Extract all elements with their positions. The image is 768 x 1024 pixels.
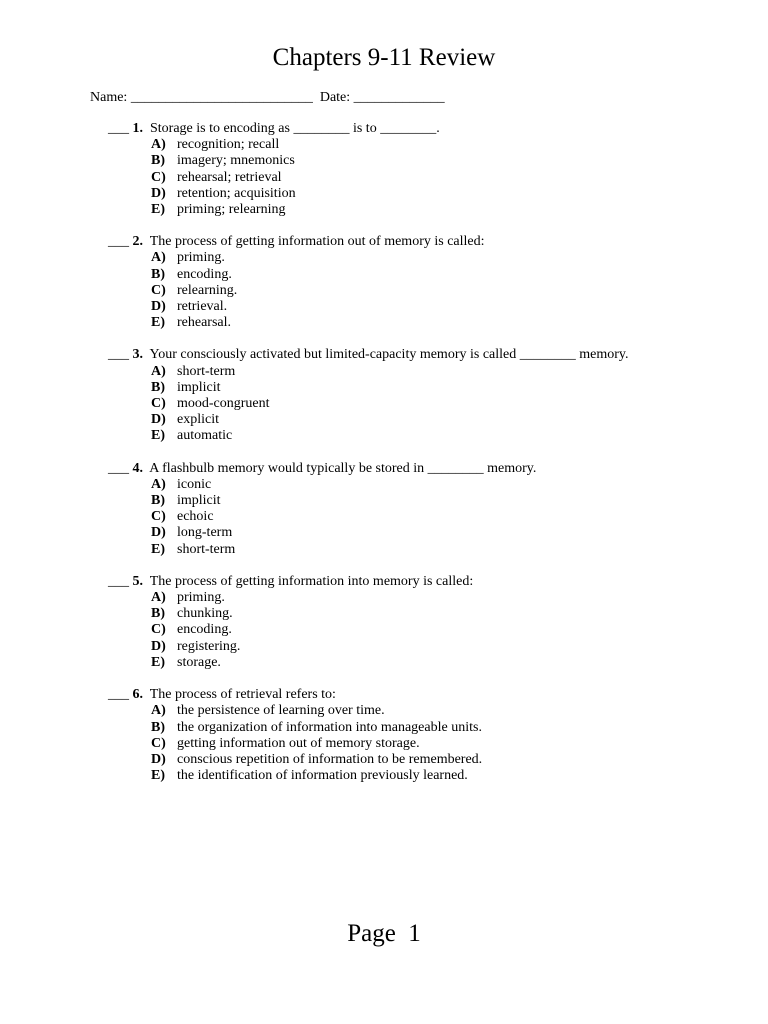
option-text: priming. — [177, 250, 225, 266]
option-b — [151, 720, 748, 736]
option-d — [151, 639, 748, 655]
answer-blank: ___ — [108, 460, 129, 476]
date-label: Date: — [319, 90, 351, 105]
option-b — [151, 493, 748, 509]
option-text: rehearsal. — [177, 315, 232, 331]
option-text: the identification of information previously learned. — [177, 768, 468, 784]
answer-blank: ___ — [108, 347, 129, 363]
option-text: conscious repetition of information to be remembered. — [177, 751, 483, 767]
option-letter: A) — [151, 476, 166, 492]
option-list — [151, 477, 748, 558]
option-text: explicit — [177, 412, 219, 428]
option-b — [151, 606, 748, 622]
option-letter: A) — [151, 703, 166, 719]
option-list — [151, 364, 748, 445]
question-number: 4. — [132, 460, 143, 476]
option-letter: D) — [151, 638, 166, 654]
option-e — [151, 768, 748, 784]
option-d — [151, 525, 748, 541]
question-text: Storage is to encoding as ________ is to ________. — [150, 121, 440, 136]
option-b — [151, 153, 748, 169]
answer-blank: ___ — [108, 121, 129, 136]
option-text: long-term — [177, 525, 233, 541]
page-title: Chapters 9-11 Review — [272, 44, 496, 71]
question-number: 3. — [132, 347, 143, 363]
option-text: encoding. — [177, 622, 232, 638]
option-text: priming. — [177, 590, 225, 606]
question-number: 2. — [132, 234, 143, 250]
option-a — [151, 703, 748, 719]
option-list — [151, 250, 748, 331]
option-letter: A) — [151, 250, 166, 266]
question-stem — [108, 461, 748, 477]
option-text: short-term — [177, 541, 236, 557]
option-list — [151, 703, 748, 784]
question-text: Your consciously activated but limited-capacity memory is called ________ memory. — [149, 347, 629, 363]
option-letter: E) — [151, 428, 165, 444]
option-letter: E) — [151, 315, 165, 331]
question-1 — [108, 121, 748, 218]
question-text: The process of getting information into memory is called: — [149, 573, 474, 589]
option-letter: D) — [151, 185, 166, 201]
option-list — [151, 137, 748, 218]
option-letter: C) — [151, 396, 166, 412]
question-text: The process of getting information out of memory is called: — [149, 234, 485, 250]
question-stem — [108, 347, 748, 363]
option-letter: A) — [151, 137, 166, 153]
option-e — [151, 655, 748, 671]
option-text: chunking. — [177, 606, 233, 622]
option-a — [151, 477, 748, 493]
option-text: retention; acquisition — [177, 185, 296, 201]
option-letter: D) — [151, 525, 166, 541]
option-letter: E) — [151, 541, 165, 557]
option-text: getting information out of memory storage. — [177, 735, 420, 751]
option-text: implicit — [177, 379, 221, 395]
option-letter: C) — [151, 622, 166, 638]
page-number: 1 — [408, 920, 421, 947]
option-e — [151, 202, 748, 218]
question-stem — [108, 687, 748, 703]
name-blank: __________________________ — [130, 90, 313, 105]
option-c — [151, 283, 748, 299]
answer-blank: ___ — [108, 573, 129, 589]
option-b — [151, 380, 748, 396]
option-letter: C) — [151, 169, 166, 185]
option-d — [151, 299, 748, 315]
option-text: registering. — [177, 638, 241, 654]
option-d — [151, 412, 748, 428]
option-d — [151, 186, 748, 202]
option-text: priming; relearning — [177, 202, 286, 218]
option-letter: C) — [151, 509, 166, 525]
question-2 — [108, 234, 748, 331]
option-text: mood-congruent — [177, 396, 270, 412]
option-letter: D) — [151, 751, 166, 767]
option-text: rehearsal; retrieval — [177, 169, 282, 185]
question-text: A flashbulb memory would typically be stored in ________ memory. — [149, 460, 537, 476]
name-label: Name: — [90, 90, 128, 105]
question-number: 1. — [132, 121, 143, 136]
option-letter: E) — [151, 654, 165, 670]
option-text: recognition; recall — [177, 137, 280, 153]
page-label: Page — [347, 920, 396, 947]
option-letter: B) — [151, 719, 165, 735]
option-text: echoic — [177, 509, 214, 525]
question-5 — [108, 574, 748, 671]
option-text: iconic — [177, 476, 212, 492]
answer-blank: ___ — [108, 234, 129, 250]
question-4 — [108, 461, 748, 558]
option-letter: B) — [151, 606, 165, 622]
answer-blank: ___ — [108, 687, 129, 703]
question-list — [108, 121, 748, 800]
question-text: The process of retrieval refers to: — [149, 687, 336, 703]
option-text: relearning. — [177, 282, 238, 298]
option-letter: E) — [151, 202, 165, 218]
question-stem — [108, 574, 748, 590]
option-text: the organization of information into manageable units. — [177, 719, 482, 735]
option-text: short-term — [177, 363, 236, 379]
option-list — [151, 590, 748, 671]
option-c — [151, 736, 748, 752]
date-blank: _____________ — [353, 90, 445, 105]
option-letter: B) — [151, 379, 165, 395]
option-c — [151, 622, 748, 638]
option-c — [151, 509, 748, 525]
option-e — [151, 315, 748, 331]
option-letter: B) — [151, 153, 165, 169]
option-text: imagery; mnemonics — [177, 153, 295, 169]
option-c — [151, 396, 748, 412]
question-stem — [108, 234, 748, 250]
option-a — [151, 137, 748, 153]
option-a — [151, 364, 748, 380]
option-text: implicit — [177, 493, 221, 509]
option-letter: B) — [151, 266, 165, 282]
question-6 — [108, 687, 748, 784]
option-letter: A) — [151, 363, 166, 379]
option-e — [151, 542, 748, 558]
option-a — [151, 590, 748, 606]
option-letter: C) — [151, 735, 166, 751]
option-text: storage. — [177, 654, 221, 670]
option-text: retrieval. — [177, 299, 228, 315]
option-text: encoding. — [177, 266, 232, 282]
page-number-footer — [0, 918, 768, 950]
name-date-line — [90, 89, 445, 107]
option-text: the persistence of learning over time. — [177, 703, 385, 719]
option-letter: D) — [151, 299, 166, 315]
option-letter: E) — [151, 768, 165, 784]
question-3 — [108, 347, 748, 444]
option-letter: A) — [151, 590, 166, 606]
option-d — [151, 752, 748, 768]
option-text: automatic — [177, 428, 233, 444]
option-letter: B) — [151, 493, 165, 509]
question-number: 5. — [132, 573, 143, 589]
option-b — [151, 267, 748, 283]
option-letter: C) — [151, 282, 166, 298]
option-letter: D) — [151, 412, 166, 428]
question-stem — [108, 121, 748, 137]
option-c — [151, 170, 748, 186]
option-e — [151, 428, 748, 444]
option-a — [151, 250, 748, 266]
question-number: 6. — [132, 687, 143, 703]
